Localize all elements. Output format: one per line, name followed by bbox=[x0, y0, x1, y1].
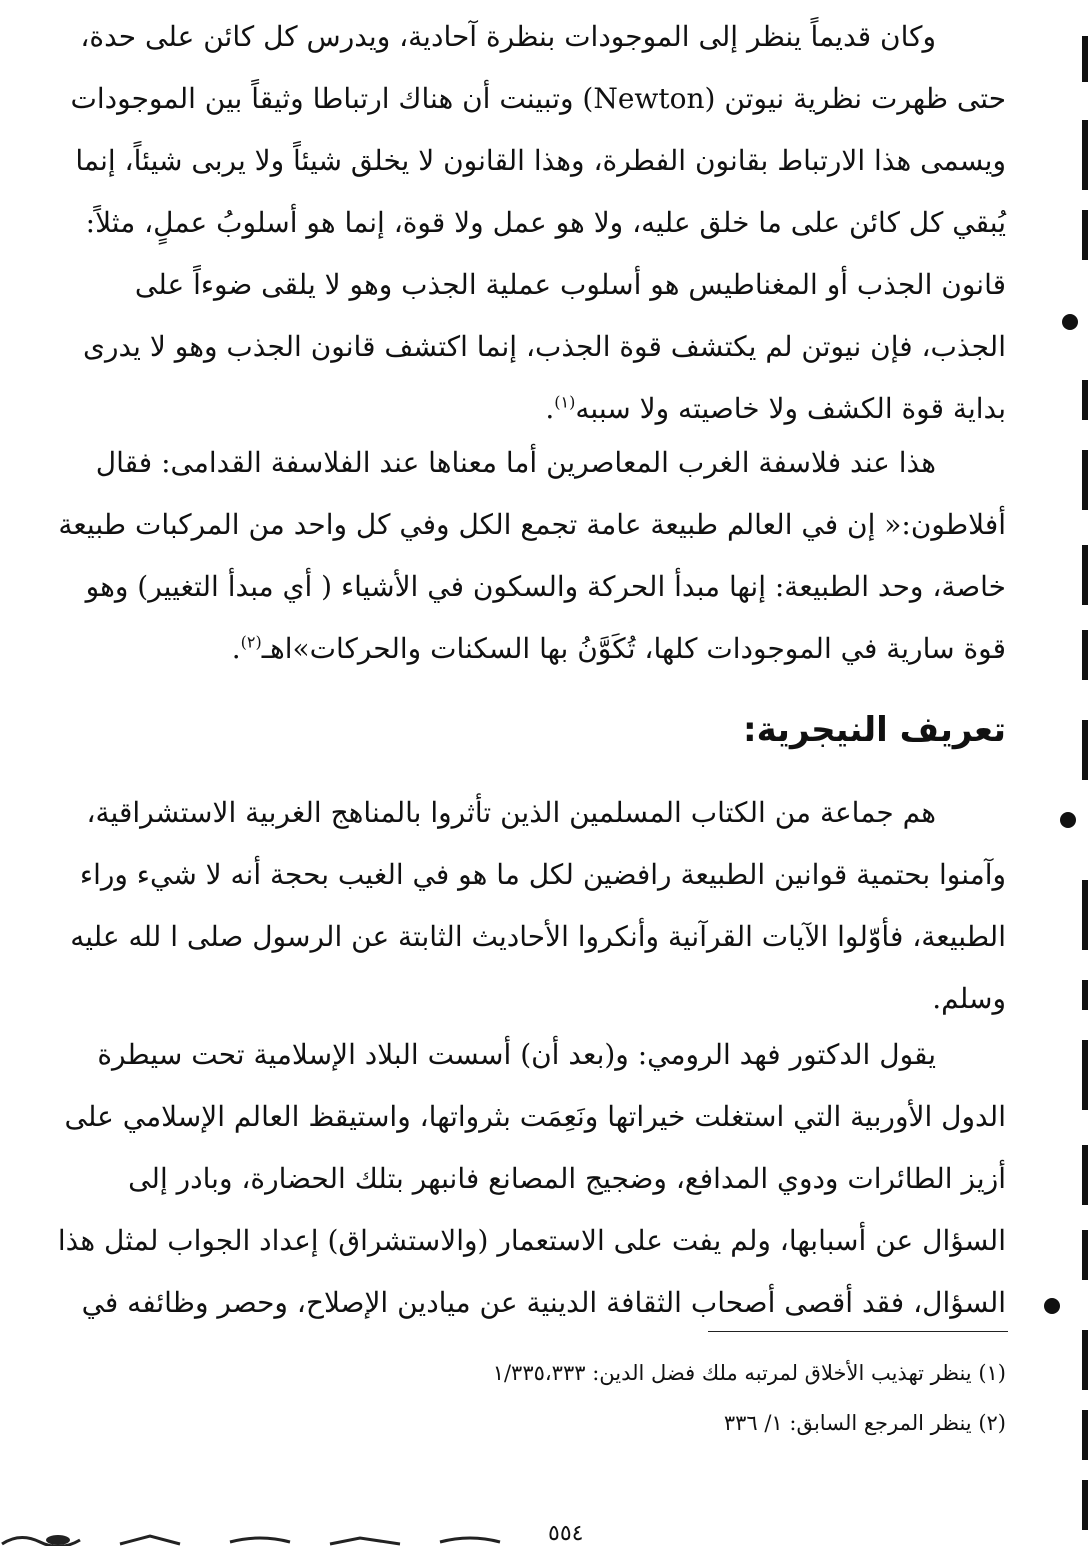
paragraph-last-line bbox=[138, 618, 1006, 680]
footnote-1: (١) ينظر تهذيب الأخلاق لمرتبه ملك فضل الدين: ١/٣٣٥،٣٣٣ bbox=[492, 1361, 1006, 1385]
paragraph-line: أفلاطون:« إن في العالم طبيعة عامة تجمع الكل وفي كل واحد من المركبات طبيعة bbox=[58, 508, 1006, 541]
scan-margin-mark bbox=[1082, 1145, 1088, 1205]
footnote-2: (٢) ينظر المرجع السابق: ١/ ٣٣٦ bbox=[723, 1411, 1006, 1435]
footnotes bbox=[138, 1348, 1006, 1448]
scan-margin-mark bbox=[1082, 450, 1088, 510]
binding-hole-dot bbox=[1044, 1298, 1060, 1314]
paragraph-line: قانون الجذب أو المغناطيس هو أسلوب عملية الجذب وهو لا يلقى ضوءاً على bbox=[134, 268, 1006, 301]
scan-margin-mark bbox=[1082, 880, 1088, 950]
scan-margin-mark bbox=[1082, 1480, 1088, 1530]
paragraph-line: السؤال، فقد أقصى أصحاب الثقافة الدينية عن ميادين الإصلاح، وحصر وظائفه في bbox=[81, 1286, 1006, 1319]
paragraph-line: وآمنوا بحتمية قوانين الطبيعة رافضين لكل ما هو في الغيب بحجة أنه لا شيء وراء bbox=[79, 858, 1006, 891]
scan-margin-mark bbox=[1082, 1040, 1088, 1110]
scan-margin-mark bbox=[1082, 720, 1088, 780]
footnote-reference[interactable]: (١) bbox=[554, 392, 576, 412]
paragraph-line-text: بداية قوة الكشف ولا خاصيته ولا سببه bbox=[575, 392, 1006, 425]
page-number: ٥٥٤ bbox=[548, 1521, 584, 1546]
paragraph-line: أزيز الطائرات ودوي المدافع، وضجيج المصانع فانبهر بتلك الحضارة، وبادر إلى bbox=[128, 1162, 1006, 1195]
binding-hole-dot bbox=[1060, 812, 1076, 828]
sentence-end: . bbox=[231, 632, 241, 665]
scan-margin-mark bbox=[1082, 1330, 1088, 1390]
scan-bottom-artifact bbox=[0, 1530, 560, 1546]
scan-margin-mark bbox=[1082, 1410, 1088, 1460]
paragraph-line: الجذب، فإن نيوتن لم يكتشف قوة الجذب، إنما اكتشف قانون الجذب وهو لا يدرى bbox=[83, 330, 1006, 363]
binding-hole-dot bbox=[1062, 314, 1078, 330]
paragraph-ancient-philosophers bbox=[58, 432, 1006, 680]
sentence-end: . bbox=[545, 392, 555, 425]
paragraph-line: ويسمى هذا الارتباط بقانون الفطرة، وهذا القانون لا يخلق شيئاً ولا يربى شيئاً، إنما bbox=[75, 144, 1006, 177]
footnote-separator bbox=[708, 1331, 1008, 1332]
paragraph-line-text: قوة سارية في الموجودات كلها، تُكَوَّنُ بها السكنات والحركات»اهـ bbox=[261, 632, 1006, 665]
paragraph-line: الطبيعة، فأوّلوا الآيات القرآنية وأنكروا الأحاديث الثابتة عن الرسول صلى ا لله عليه bbox=[70, 920, 1006, 953]
paragraph-last-line bbox=[138, 378, 1006, 440]
paragraph-nature-newton bbox=[70, 6, 1006, 440]
scan-margin-mark bbox=[1082, 36, 1088, 82]
paragraph-line: هذا عند فلاسفة الغرب المعاصرين أما معناها عند الفلاسفة القدامى: فقال bbox=[95, 446, 936, 479]
paragraph-line: حتى ظهرت نظرية نيوتن (Newton) وتبينت أن هناك ارتباطا وثيقاً بين الموجودات bbox=[70, 82, 1006, 115]
paragraph-line: السؤال عن أسبابها، ولم يفت على الاستعمار (والاستشراق) إعداد الجواب لمثل هذا bbox=[57, 1224, 1006, 1257]
paragraph-line: الدول الأوربية التي استغلت خيراتها ونَعِمَت بثرواتها، واستيقظ العالم الإسلامي على bbox=[64, 1100, 1006, 1133]
paragraph-line: يقول الدكتور فهد الرومي: و(بعد أن) أسست البلاد الإسلامية تحت سيطرة bbox=[97, 1038, 936, 1071]
scan-margin-mark bbox=[1082, 120, 1088, 190]
paragraph-line: خاصة، وحد الطبيعة: إنها مبدأ الحركة والسكون في الأشياء ( أي مبدأ التغيير) وهو bbox=[85, 570, 1006, 603]
paragraph-line: يُبقي كل كائن على ما خلق عليه، ولا هو عمل ولا قوة، إنما هو أسلوبُ عملٍ، مثلاً: bbox=[85, 206, 1006, 239]
scan-margin-mark bbox=[1082, 980, 1088, 1010]
paragraph-rumi-quote bbox=[57, 1024, 1006, 1334]
paragraph-line: وسلم. bbox=[932, 982, 1006, 1015]
scan-margin-mark bbox=[1082, 1230, 1088, 1280]
paragraph-naturism-definition bbox=[70, 782, 1006, 1030]
scan-margin-mark bbox=[1082, 630, 1088, 680]
footnote-reference[interactable]: (٢) bbox=[240, 632, 262, 652]
scan-margin-mark bbox=[1082, 380, 1088, 420]
scan-margin-mark bbox=[1082, 545, 1088, 605]
section-heading: تعريف النيجرية: bbox=[742, 710, 1006, 750]
scan-margin-mark bbox=[1082, 210, 1088, 260]
paragraph-line: وكان قديماً ينظر إلى الموجودات بنظرة آحادية، ويدرس كل كائن على حدة، bbox=[80, 20, 936, 53]
paragraph-line: هم جماعة من الكتاب المسلمين الذين تأثروا بالمناهج الغربية الاستشراقية، bbox=[86, 796, 936, 829]
